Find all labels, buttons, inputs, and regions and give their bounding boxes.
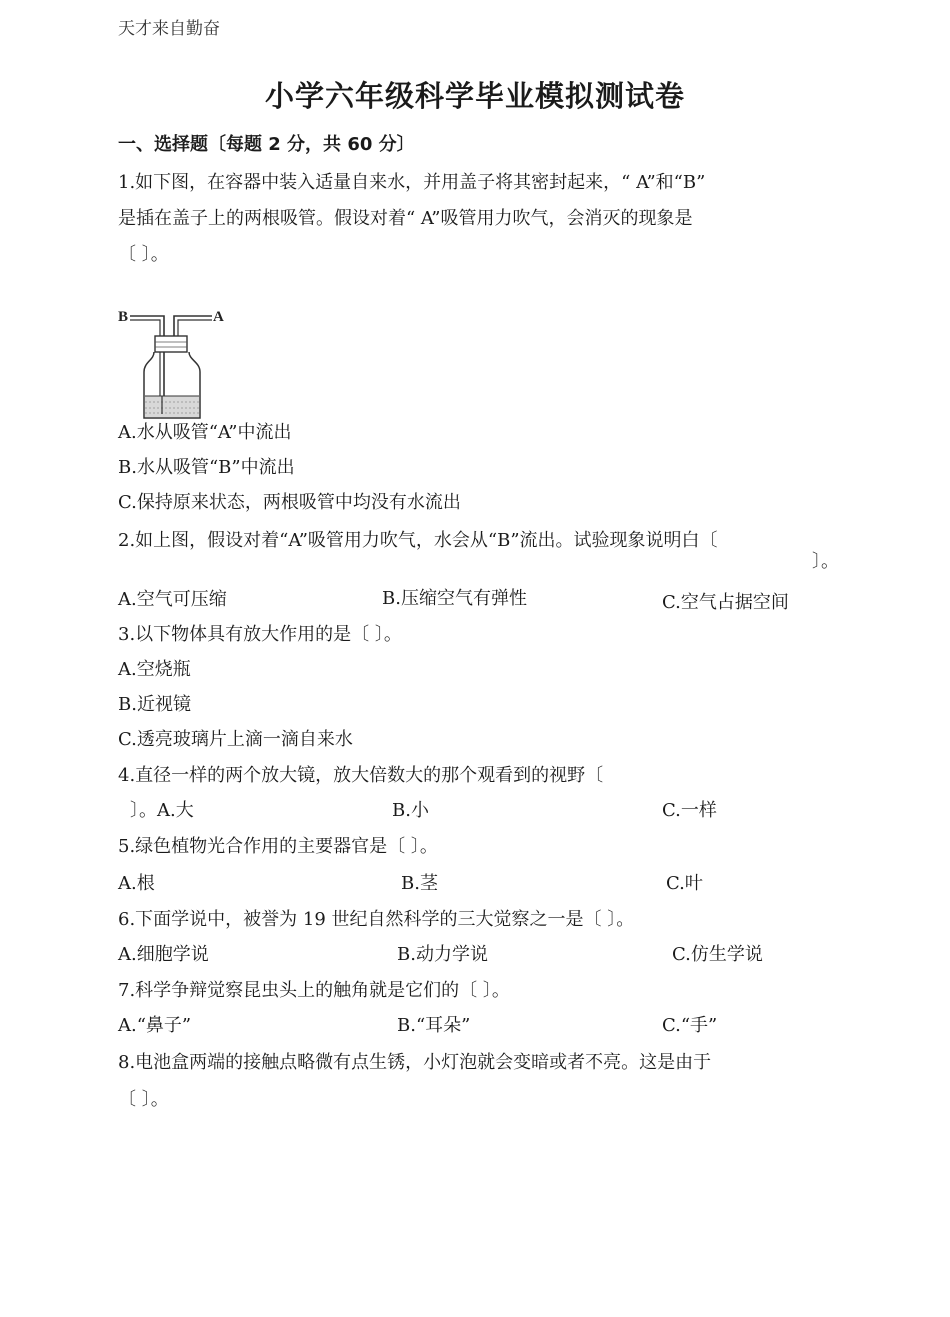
question-6-option-b: B.动力学说 [397,944,488,965]
water-level [145,396,199,417]
question-5-option-c: C.叶 [666,873,703,894]
section-heading: 一、选择题〔每题 2 分，共 60 分〕 [118,134,415,155]
question-6-option-a: A.细胞学说 [118,944,209,965]
question-1-line-3: 〔 〕。 [118,244,169,265]
page-header: 天才来自勤奋 [118,19,220,39]
question-2-option-a: A.空气可压缩 [118,589,227,610]
question-2-option-c: C.空气占据空间 [662,592,789,613]
tube-b-inner [130,320,160,408]
page-title: 小学六年级科学毕业模拟测试卷 [264,79,685,113]
question-2-line-2: 〕。 [812,551,839,572]
bottle-stopper [155,336,187,352]
question-6-option-c: C.仿生学说 [672,944,763,965]
question-4-line-1: 4.直径一样的两个放大镜，放大倍数大的那个观看到的视野〔 [118,765,604,786]
question-4-option-b: B.小 [392,800,429,821]
question-1-option-a: A.水从吸管“A”中流出 [118,422,292,443]
question-5-option-b: B.茎 [401,873,438,894]
question-3-option-b: B.近视镜 [118,694,191,715]
question-2-option-b: B.压缩空气有弹性 [382,588,527,609]
question-1-line-2: 是插在盖子上的两根吸管。假设对着“ A”吸管用力吹气，会消灭的现象是 [118,208,693,229]
question-3-option-c: C.透亮玻璃片上滴一滴自来水 [118,729,353,750]
tube-b [130,316,164,408]
question-1-option-b: B.水从吸管“B”中流出 [118,457,295,478]
question-3-option-a: A.空烧瓶 [118,659,191,680]
figure-label-b: B [118,309,129,325]
question-2-line-1: 2.如上图，假设对着“A”吸管用力吹气，水会从“B”流出。试验现象说明白〔 [118,530,718,551]
question-7-option-c: C.“手” [662,1015,718,1036]
question-4-option-c: C.一样 [662,800,717,821]
question-5-option-a: A.根 [118,873,155,894]
question-3-line-1: 3.以下物体具有放大作用的是〔 〕。 [118,624,402,645]
wash-bottle-figure [116,302,232,420]
question-1-option-c: C.保持原来状态，两根吸管中均没有水流出 [118,492,461,513]
figure-label-a: A [213,309,224,325]
question-8-line-2: 〔 〕。 [118,1089,169,1110]
question-1-line-1: 1.如下图，在容器中装入适量自来水，并用盖子将其密封起来，“ A”和“B” [118,172,706,193]
question-6-line-1: 6.下面学说中，被誉为 19 世纪自然科学的三大觉察之一是〔 〕。 [118,909,635,930]
question-4-option-a: 〕。A.大 [130,800,194,821]
question-7-option-a: A.“鼻子” [118,1015,192,1036]
question-7-line-1: 7.科学争辩觉察昆虫头上的触角就是它们的〔 〕。 [118,980,510,1001]
question-8-line-1: 8.电池盒两端的接触点略微有点生锈，小灯泡就会变暗或者不亮。这是由于 [118,1052,712,1073]
question-7-option-b: B.“耳朵” [397,1015,471,1036]
question-5-line-1: 5.绿色植物光合作用的主要器官是〔 〕。 [118,836,438,857]
